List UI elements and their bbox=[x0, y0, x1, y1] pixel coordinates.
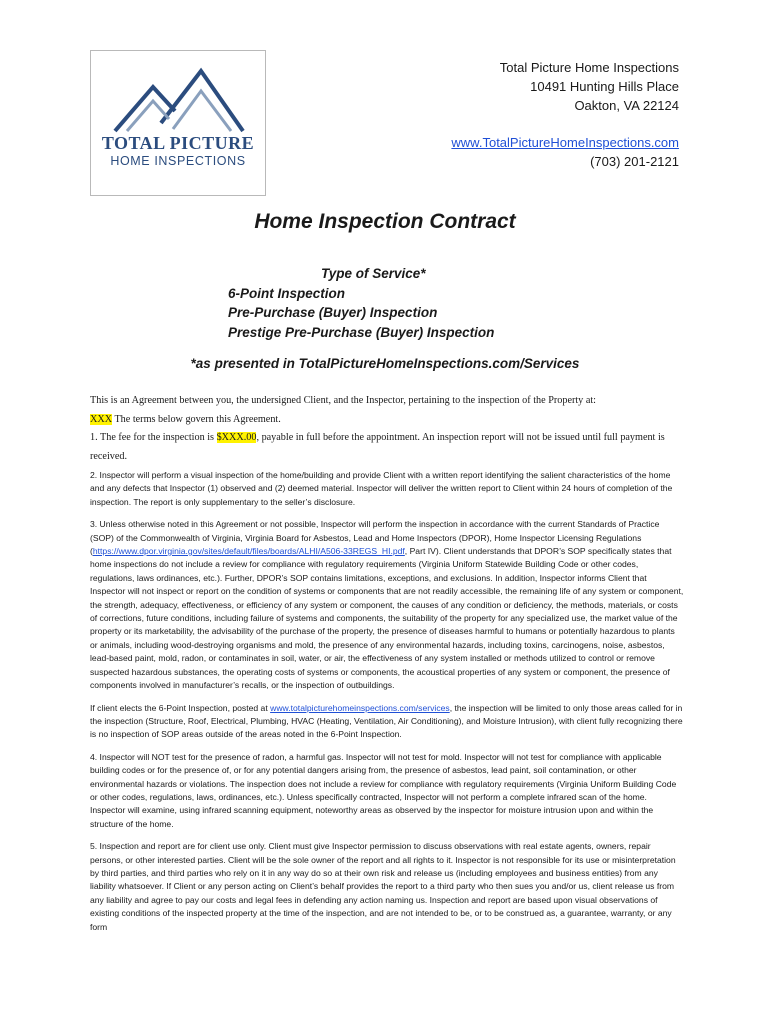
logo-text-secondary: HOME INSPECTIONS bbox=[110, 154, 246, 168]
dpor-regulations-link[interactable]: https://www.dpor.virginia.gov/sites/default/files/boards/ALHI/A506-33REGS_HI.pdf bbox=[92, 546, 405, 557]
clause-4: 4. Inspector will NOT test for the presence of radon, a harmful gas. Inspector will not test for mold. Inspector will not test for compliance with applicable building codes or for the presence of, or for any potential dangers arising from, the presence of asbestos, lead paint, soil contamination, or other environmental hazards or violations. The inspection does not include a review for compliance with regulatory requirements (Virginia Uniform Building Code or other codes, regulations, laws, ordinances, etc.). Unless specifically contracted, Inspector will not perform a complete infrared scan of the home. Inspector will examine, using infrared scanning equipment, noteworthy areas as observed by the inspector for moisture intrusion upon and within the structure of the home. bbox=[90, 751, 677, 829]
fee-text: 1. The fee for the inspection is bbox=[90, 432, 217, 443]
service-item: Prestige Pre-Purchase (Buyer) Inspection bbox=[228, 324, 495, 340]
company-street: 10491 Hunting Hills Place bbox=[530, 79, 679, 94]
logo-text-primary: TOTAL PICTURE bbox=[101, 133, 255, 153]
clause-5: 5. Inspection and report are for client use only. Client must give Inspector permission to discuss observations with real estate agents, owners, repair persons, or other interested parties. Client will be the sole owner of the report and all rights to it. Inspector is not responsible for its use or misinterpretation by third parties, and third parties who rely on it in any way do so at their own risk and release us (including employees and business entities) from any liability whatsoever. If Client or any person acting on Client’s behalf provides the report to a third party who then sues you and/or us, client release us from any liability and agree to pay our costs and legal fees in defending any action naming us. Inspection and report are based upon visual observations of existing conditions of the inspected property at the time of the inspection, and are not intended to be, or to be construed as, a guarantee, warranty, or any form bbox=[90, 841, 676, 932]
company-city: Oakton, VA 22124 bbox=[574, 98, 679, 113]
six-point-text-continued: , the inspection will be limited to only those areas called for in the inspection (Structure, Roof, Electrical, Plumbing, HVAC (Heating, Ventilation, Air Conditioning), and Moisture Intrusion), with client fully recognizing there is no inspection of SOP areas outside of the areas noted in the 6-Point Inspection. bbox=[90, 702, 683, 740]
service-type-list bbox=[228, 264, 494, 342]
service-item: 6-Point Inspection bbox=[228, 285, 346, 301]
clause-3-text: 3. Unless otherwise noted in this Agreement or not possible, Inspector will perform the inspection in accordance with the current Standards of Practice (SOP) of the Commonwealth of Virginia, Virginia Board for Asbestos, Lead and Home Inspectors (DPOR), Home Inspector Licensing Regulations ( bbox=[90, 519, 660, 557]
six-point-clause bbox=[90, 702, 684, 742]
clause-3-text-continued: , Part IV). Client understands that DPOR’s SOP specifically states that home inspections do not include a review for compliance with regulatory requirements (Virginia Uniform Statewide Building Code or other codes, regulations, laws ordinances, etc.). Further, DPOR’s SOP contains limitations, exceptions, and exclusions. In addition, Inspector informs Client that Inspector will not inspect or report on the condition of systems or components that are not readily accessible, the remaining life of any system or component, the strength, adequacy, effectiveness, or efficiency of any system or component, the causes of any condition or deficiency, the methods, materials, or costs of corrections, future conditions, including failure of systems and components, the suitability of the property for any specialized use, the market value of the property or its marketability, the advisability of the purchase of the property, the presence of diseases harmful to humans or potentially hazardous to plants or animals, including wood-destroying organisms and mold, the presence of any environmental hazards, including toxins, carcinogens, noise, asbestos, lead-based paint, mold, radon, or contaminates in soil, water, or air, the effectiveness of any system installed or methods utilized to control or remove suspected hazardous substances, the operating costs of systems or components, the acoustical properties of any system or component, the presence of components involved in manufacturer’s recalls, or the inspection of outbuildings. bbox=[90, 546, 684, 691]
company-website-link[interactable]: www.TotalPictureHomeInspections.com bbox=[451, 135, 679, 150]
services-page-link[interactable]: www.totalpicturehomeinspections.com/services bbox=[270, 702, 450, 713]
contract-body bbox=[90, 469, 684, 943]
house-roof-icon bbox=[109, 63, 249, 133]
property-line bbox=[90, 411, 690, 430]
company-name: Total Picture Home Inspections bbox=[499, 60, 679, 75]
company-contact-block bbox=[451, 58, 679, 171]
company-logo bbox=[90, 50, 266, 196]
clause-2: 2. Inspector will perform a visual inspection of the home/building and provide Client with a written report identifying the salient characteristics of the home and any defects that Inspector (1) observed and (2) deemed material. Inspector will deliver the written report to Client within 24 hours of completion of the inspection. The report is only supplementary to the seller’s disclosure. bbox=[90, 470, 673, 507]
service-item: Pre-Purchase (Buyer) Inspection bbox=[228, 305, 438, 320]
agreement-statement: This is an Agreement between you, the undersigned Client, and the Inspector, pertaining to the inspection of the Property at: bbox=[90, 395, 597, 406]
document-title: Home Inspection Contract bbox=[254, 210, 516, 233]
company-phone: (703) 201-2121 bbox=[590, 154, 679, 169]
six-point-text: If client elects the 6-Point Inspection, posted at bbox=[90, 702, 271, 713]
clause-3 bbox=[90, 518, 684, 692]
service-type-heading: Type of Service* bbox=[321, 266, 426, 281]
agreement-intro bbox=[90, 392, 690, 466]
property-address-field[interactable]: XXX bbox=[90, 413, 113, 425]
govern-text: The terms below govern this Agreement. bbox=[112, 413, 281, 425]
fee-clause bbox=[90, 429, 690, 466]
services-note: *as presented in TotalPictureHomeInspections.com/Services bbox=[190, 356, 580, 371]
fee-text-continued: , payable in full before the appointment. An inspection report will not be issued until full payment is received. bbox=[90, 432, 665, 462]
fee-amount-field[interactable]: $XXX.00 bbox=[216, 432, 257, 443]
